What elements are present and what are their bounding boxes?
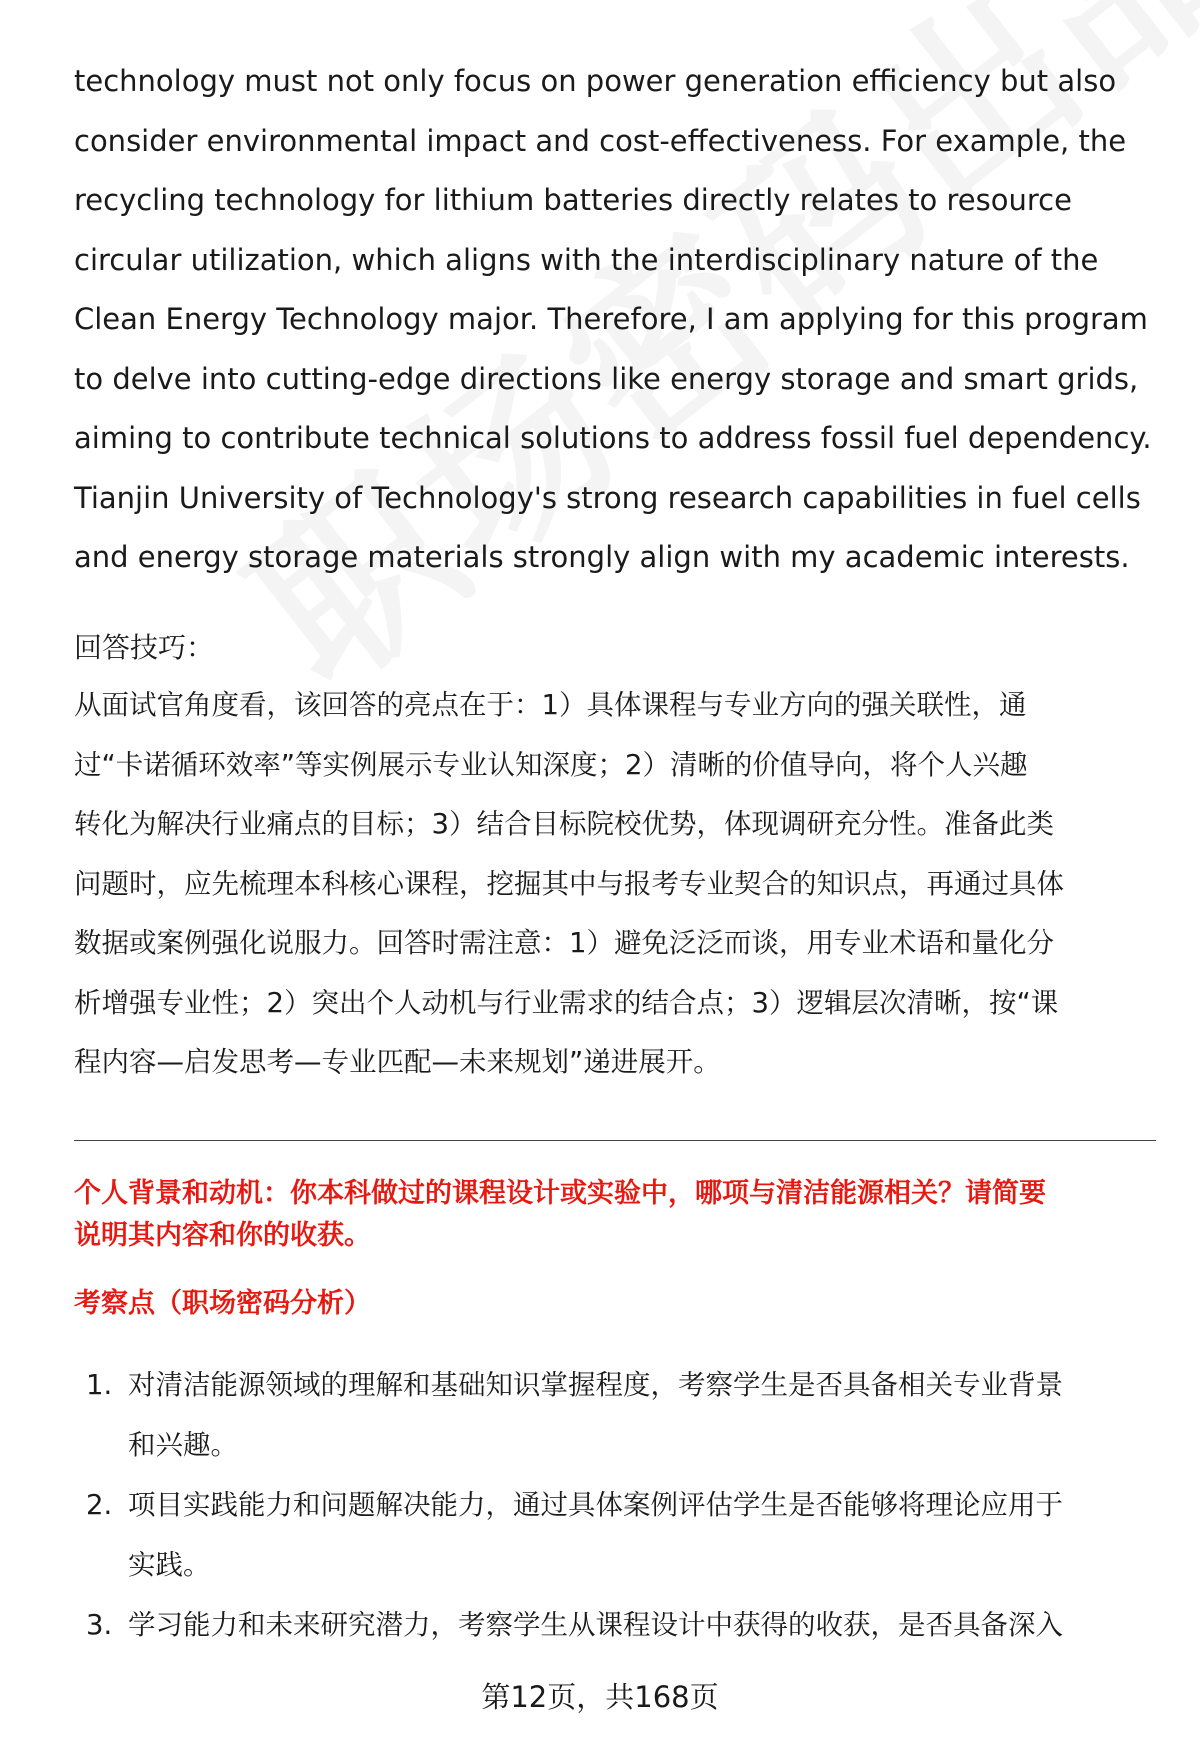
- tips-paragraph: [74, 676, 1154, 1093]
- answer-line: recycling technology for lithium batteries directly relates to resource: [74, 183, 1072, 217]
- question-line: 个人背景和动机：你本科做过的课程设计或实验中，哪项与清洁能源相关？请简要: [74, 1178, 1046, 1209]
- list-item-number: 2.: [86, 1489, 113, 1521]
- tips-line: 过“卡诺循环效率”等实例展示专业认知深度；2）清晰的价值导向，将个人兴趣: [74, 748, 1028, 781]
- list-item-line: 和兴趣。: [128, 1429, 238, 1461]
- tips-line: 转化为解决行业痛点的目标；3）结合目标院校优势，体现调研充分性。准备此类: [74, 808, 1054, 840]
- tips-line: 从面试官角度看，该回答的亮点在于：1）具体课程与专业方向的强关联性，通: [74, 689, 1027, 721]
- question-heading: [74, 1173, 1156, 1257]
- list-item-number: 1.: [86, 1369, 113, 1401]
- answer-line: and energy storage materials strongly align with my academic interests.: [74, 540, 1130, 574]
- answer-line: Tianjin University of Technology's strong research capabilities in fuel cells: [74, 480, 1141, 515]
- list-item-line: 学习能力和未来研究潜力，考察学生从课程设计中获得的收获，是否具备深入: [128, 1609, 1063, 1641]
- points-list: [74, 1355, 1156, 1655]
- tips-line: 析增强专业性；2）突出个人动机与行业需求的结合点；3）逻辑层次清晰，按“课: [74, 986, 1059, 1019]
- answer-line: circular utilization, which aligns with the interdisciplinary nature of the: [74, 242, 1099, 277]
- section-divider: [74, 1140, 1156, 1141]
- list-item-line: 项目实践能力和问题解决能力，通过具体案例评估学生是否能够将理论应用于: [128, 1489, 1063, 1521]
- list-item: [74, 1475, 1156, 1595]
- answer-line: to delve into cutting-edge directions like energy storage and smart grids,: [74, 361, 1139, 396]
- answer-line: technology must not only focus on power generation efficiency but also: [74, 64, 1117, 98]
- question-line: 说明其内容和你的收获。: [74, 1220, 371, 1251]
- page-number: 第12页，共168页: [481, 1680, 719, 1714]
- answer-paragraph: [74, 52, 1152, 588]
- list-item-number: 3.: [86, 1609, 113, 1641]
- answer-line: consider environmental impact and cost-effectiveness. For example, the: [74, 123, 1127, 158]
- answer-line: aiming to contribute technical solutions to address fossil fuel dependency.: [74, 421, 1152, 455]
- tips-line: 程内容—启发思考—专业匹配—未来规划”递进展开。: [74, 1046, 721, 1078]
- points-title: 考察点（职场密码分析）: [74, 1288, 371, 1319]
- tips-heading: 回答技巧：: [74, 631, 215, 664]
- list-item-line: 对清洁能源领域的理解和基础知识掌握程度，考察学生是否具备相关专业背景: [128, 1369, 1063, 1401]
- document-page: [74, 0, 1154, 1755]
- list-item-line: 实践。: [128, 1549, 211, 1581]
- list-item: [74, 1595, 1156, 1655]
- tips-line: 问题时，应先梳理本科核心课程，挖掘其中与报考专业契合的知识点，再通过具体: [74, 867, 1064, 900]
- answer-line: Clean Energy Technology major. Therefore, I am applying for this program: [74, 302, 1148, 336]
- tips-line: 数据或案例强化说服力。回答时需注意：1）避免泛泛而谈，用专业术语和量化分: [74, 927, 1054, 959]
- list-item: [74, 1355, 1156, 1475]
